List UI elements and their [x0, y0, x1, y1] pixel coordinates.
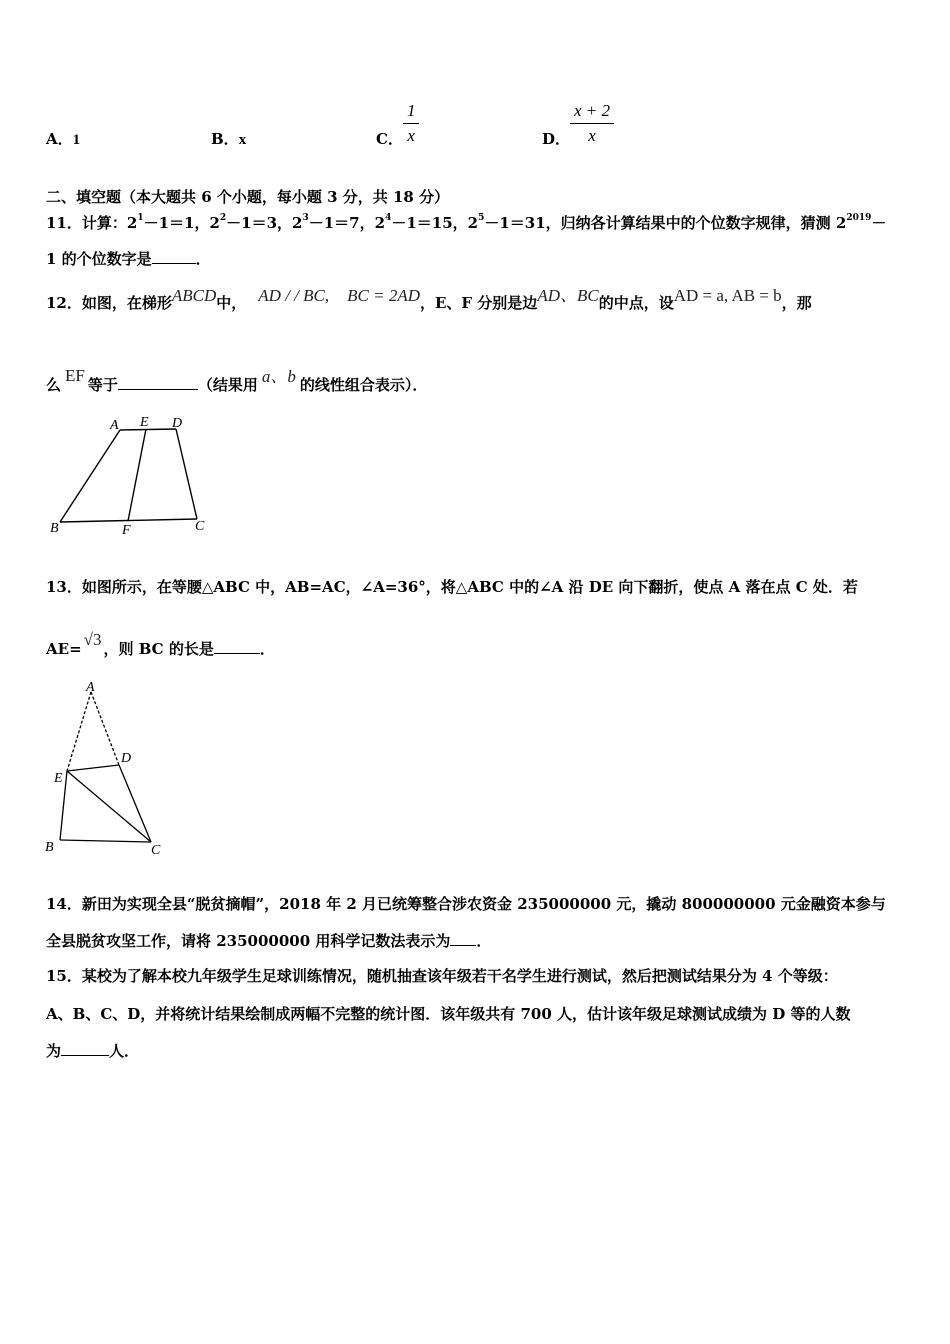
label-b: B	[45, 840, 54, 855]
q12-math: AD / / BC,	[258, 286, 330, 305]
q11-exponent: 2	[219, 213, 227, 223]
question-13-line2	[46, 630, 275, 659]
label-a: A	[110, 418, 119, 433]
answer-blank[interactable]	[152, 263, 196, 264]
label-a: A	[86, 680, 95, 695]
label-c: C	[151, 843, 161, 858]
option-b-label: B．	[211, 130, 239, 148]
q11-text: －1＝7，	[308, 214, 375, 232]
q11-base: 2	[292, 214, 303, 232]
q12-text: ，E、F 分别是边	[420, 294, 538, 312]
q12-math: BC = 2AD	[347, 286, 420, 305]
q12-math: ABCD	[171, 286, 217, 305]
q14-text: 新田为实现全县“脱贫摘帽”，2018 年 2 月已统筹整合涉农资金 235000000 元，撬动 800000000 元金融资本参与	[81, 895, 886, 913]
q11-base: 2	[374, 214, 386, 232]
q15-text: 某校为了解本校九年级学生足球训练情况，随机抽查该年级若干名学生进行测试，然后把测试结果分为 4 个等级：	[81, 967, 838, 985]
q11-exponent: 1	[137, 213, 144, 223]
answer-blank[interactable]	[61, 1055, 109, 1056]
question-12-line2	[46, 366, 428, 395]
question-number: 15．	[46, 967, 82, 985]
q13-text: ．	[259, 640, 275, 658]
label-c: C	[195, 519, 205, 534]
q11-lead: 计算：	[81, 214, 127, 232]
answer-blank[interactable]	[118, 389, 198, 390]
option-a	[46, 128, 80, 149]
label-f: F	[122, 523, 131, 538]
question-number: 12．	[46, 294, 82, 312]
label-e: E	[54, 771, 63, 786]
question-15-line3	[46, 1040, 139, 1061]
section-heading: 二、填空题（本大题共 6 个小题，每小题 3 分，共 18 分）	[46, 188, 450, 206]
q11-text: －1＝31，归纳各计算结果中的个位数字规律，猜测 2	[484, 214, 847, 232]
q12-text: （结果用	[197, 376, 258, 394]
segment-ef	[128, 429, 146, 521]
q11-text: －1＝1，	[143, 214, 210, 232]
option-d-fraction	[570, 101, 614, 146]
segment-dc	[119, 765, 151, 842]
trapezoid-figure	[40, 408, 220, 538]
option-c-fraction	[403, 101, 420, 146]
q11-text: －1＝15，	[391, 214, 468, 232]
q12-text: 中，	[216, 294, 247, 312]
question-number: 13．	[46, 578, 82, 596]
q12-math: a、b	[261, 367, 296, 386]
q11-base: 2	[209, 214, 220, 232]
option-d	[542, 101, 614, 149]
q15-text: 为	[46, 1042, 62, 1060]
q11-exponent: 5	[478, 213, 485, 223]
option-b	[211, 128, 246, 149]
question-14-line2	[46, 930, 491, 951]
segment-bc	[60, 840, 151, 842]
q12-text: 么	[46, 376, 62, 394]
triangle-figure	[40, 676, 180, 861]
q11-exponent: 3	[302, 213, 309, 223]
question-13-line1	[46, 576, 858, 597]
question-number: 14．	[46, 895, 82, 913]
option-a-label: A．	[46, 130, 73, 148]
q12-math: AD = a, AB = b	[673, 286, 782, 305]
q12-text: 的线性组合表示）．	[299, 376, 428, 394]
option-c-label: C．	[376, 130, 403, 148]
q11-text: －	[871, 214, 887, 232]
label-b: B	[50, 521, 59, 536]
q15-text: A、B、C、D，并将统计结果绘制成两幅不完整的统计图．该年级共有 700 人，估计该年级足球测试成绩为 D 等的人数	[46, 1005, 851, 1023]
option-b-value: x	[238, 132, 247, 148]
question-11-line2	[46, 248, 211, 269]
q15-text: 人．	[109, 1042, 140, 1060]
q12-math: AD、BC	[537, 286, 599, 305]
question-15-line1	[46, 965, 838, 986]
q12-math: EF	[65, 366, 85, 385]
segment-dc	[176, 429, 197, 519]
q12-text: 等于	[87, 376, 118, 394]
q11-exponent: 4	[385, 213, 392, 223]
q12-text: 如图，在梯形	[81, 294, 172, 312]
question-14-line1	[46, 893, 886, 914]
option-c	[376, 101, 419, 149]
segment-ad-dashed	[91, 692, 119, 765]
segment-ec	[67, 771, 151, 842]
fraction-numerator: 1	[406, 101, 416, 120]
q13-sqrt: √3	[83, 630, 102, 649]
q14-text: 全县脱贫攻坚工作，请将 235000000 用科学记数法表示为	[46, 932, 451, 950]
q11-base: 2	[126, 214, 138, 232]
q14-text: ．	[476, 932, 492, 950]
q11-text: 1 的个位数字是	[46, 250, 152, 268]
q11-text: ．	[195, 250, 211, 268]
q13-text: 如图所示，在等腰△ABC 中，AB=AC，∠A=36°，将△ABC 中的∠A 沿 DE 向下翻折，使点 A 落在点 C 处．若	[81, 578, 858, 596]
q11-base: 2	[467, 214, 479, 232]
fraction-denominator: x	[403, 123, 420, 146]
question-number: 11．	[46, 214, 82, 232]
q13-text: AE=	[46, 640, 82, 658]
question-11-line1	[46, 212, 886, 233]
label-d: D	[121, 751, 132, 766]
option-d-label: D．	[542, 130, 571, 148]
segment-ab	[60, 430, 120, 522]
q13-text: ，则 BC 的长是	[103, 640, 214, 658]
question-12-line1	[46, 288, 812, 313]
question-15-line2	[46, 1003, 850, 1024]
q12-text: 的中点，设	[598, 294, 674, 312]
fraction-numerator: x + 2	[574, 101, 611, 120]
label-e: E	[140, 415, 149, 430]
segment-ae-dashed	[67, 692, 91, 771]
q11-text: －1＝3，	[226, 214, 293, 232]
q11-exponent: 2019	[846, 213, 872, 223]
q12-text: ，那	[781, 294, 812, 312]
option-a-value: 1	[72, 132, 81, 148]
answer-blank[interactable]	[450, 945, 476, 946]
answer-blank[interactable]	[214, 653, 260, 654]
fraction-denominator: x	[570, 123, 614, 146]
segment-ed	[67, 765, 119, 771]
label-d: D	[172, 416, 183, 431]
